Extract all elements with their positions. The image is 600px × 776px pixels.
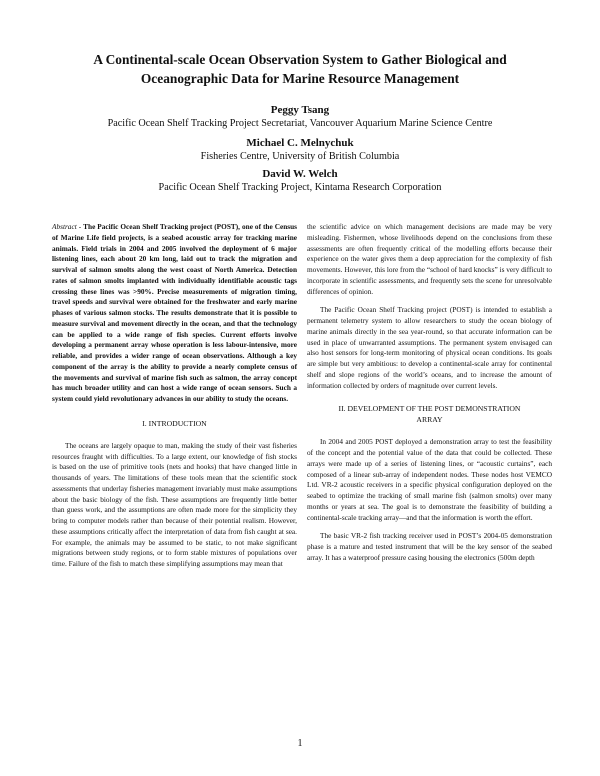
- author-block: [40, 137, 560, 163]
- section-heading-development: [307, 403, 552, 425]
- page-number: 1: [297, 738, 303, 749]
- section-heading-introduction: I. INTRODUCTION: [142, 418, 207, 428]
- body-paragraph: The basic VR-2 fish tracking receiver used in POST’s 2004-05 demonstration phase is a mature and tested instrument that will be the key sensor of the seabed array. It has a waterproof pressure casing housing the electronics (500m depth: [307, 531, 552, 562]
- body-paragraph: The oceans are largely opaque to man, making the study of their vast fisheries resources fraught with difficulties. To a large extent, our knowledge of fish stocks is based on the use of primitive tools (nets and hooks) that have changed little in thousands of years. The limitations of these tools mean that the scientific stock assessments that underlay fisheries management invariably must make assumptions about the basic biology of the fish. These assumptions are frequently little better than guess work, and the assumptions are often made more for the simplicity they bring to computer models rather than because of their potential realism. However, these assumptions critically affect the interpretation of data from fish caught at sea. For example, the animals may be assumed to be static, to not make significant migrations between study regions, or to form stable mixtures of populations over time. Failure of the fish to match these simplifying assumptions may mean that: [52, 440, 297, 568]
- section-heading-line-1: II. DEVELOPMENT OF THE POST DEMONSTRATION: [338, 404, 521, 414]
- title-line-1: A Continental-scale Ocean Observation System to Gather Biological and: [93, 52, 507, 67]
- abstract-text: The Pacific Ocean Shelf Tracking project (POST), one of the Census of Marine Life field projects, is a seabed acoustic array for tracking marine animals. Field trials in 2004 and 2005 involved the deployment of 6 major listening lines, each about 20 km long, laid out to track the migration and survival of salmon smolts along the west coast of North America. Detection rates of salmon smolts implanted with individually identifiable acoustic tags crossing these lines was >90%. Precise measurements of migration timing, travel speeds and survival were obtained for the freshwater and early marine phases of various salmon stocks. The results demonstrate that it is possible to measure survival and movement directly in the ocean, and that the technology can be applied to a wide range of fish species. Current efforts involve developing a permanent array whose operation is less labour-intensive, more reliable, and provides a wider range of ocean observations. Although a key component of the array is the ability to provide a nearly complete census of the movements and survival of marine fish such as salmon, the array concept has much broader utility and can host a wide range of ocean sensors. Such a system could yield revolutionary advances in our ability to study the oceans.: [52, 222, 298, 403]
- body-paragraph: the scientific advice on which management decisions are made may be very misleading. Fishermen, whose livelihoods depend on the conclusions from these assessments are often frequently critical of the modelling efforts because their experience on the water gives them a deep appreciation for the complexity of fish movements. However, this lore from the “school of hard knocks” is very difficult to incorporate in scientific assessments, and frequently sets the scene for unresolvable differences of opinion.: [307, 222, 552, 296]
- abstract: [52, 222, 297, 405]
- section-heading-line-2: ARRAY: [416, 415, 443, 425]
- author-name: Michael C. Melnychuk: [246, 137, 354, 149]
- author-name: Peggy Tsang: [270, 104, 330, 116]
- body-paragraph: In 2004 and 2005 POST deployed a demonstration array to test the feasibility of the concept and the potential value of the data that could be collected. These arrays were made up of a series of listening lines, or “acoustic curtains”, each composed of a linear sub-array of independent nodes. These nodes host VEMCO Ltd. VR-2 acoustic receivers in a specific physical configuration deployed on the seabed to optimize the tracking of small marine fish (salmon smolts) over many months or years at sea. The goal is to demonstrate the feasibility of building a continental-scale tracking array—and that the information is worth the effort.: [307, 437, 552, 522]
- author-affiliation: Pacific Ocean Shelf Tracking Project, Kintama Research Corporation: [158, 182, 442, 193]
- author-affiliation: Pacific Ocean Shelf Tracking Project Secretariat, Vancouver Aquarium Marine Science Centre: [107, 118, 493, 129]
- body-paragraph: The Pacific Ocean Shelf Tracking project (POST) is intended to establish a permanent telemetry system to allow researchers to study the ocean biology of marine animals directly in the sea year-round, so that accurate information can be used in place of unwarranted assumptions. The permanent system envisaged can also host sensors for long-term monitoring of physical ocean conditions. Its goals are simple but very ambitious: to develop a continental-scale array for continental shelf and slope regions of the world’s oceans, and to increase the amount of information collected by orders of magnitude over current levels.: [307, 305, 552, 390]
- abstract-label: Abstract -: [52, 222, 82, 231]
- author-name: David W. Welch: [262, 168, 338, 180]
- left-column: [52, 222, 297, 570]
- author-block: [40, 104, 560, 130]
- paper-title: [40, 50, 560, 88]
- author-affiliation: Fisheries Centre, University of British Columbia: [200, 151, 400, 162]
- title-line-2: Oceanographic Data for Marine Resource Management: [140, 71, 460, 86]
- right-column: [307, 222, 552, 564]
- author-block: [40, 168, 560, 194]
